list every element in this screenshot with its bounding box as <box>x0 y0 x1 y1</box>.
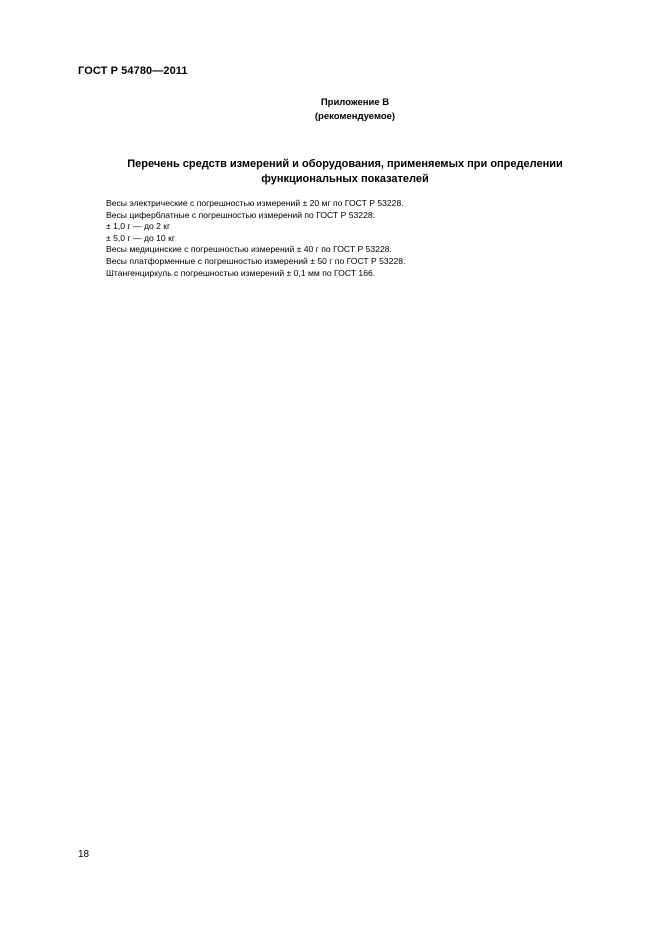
list-item: Весы медицинские с погрешностью измерений ± 40 г по ГОСТ Р 53228. <box>106 244 392 255</box>
list-item: Весы электрические с погрешностью измерений ± 20 мг по ГОСТ Р 53228. <box>106 198 404 208</box>
list-item: Штангенциркуль с погрешностью измерений ± 0,1 мм по ГОСТ 166. <box>106 267 376 278</box>
list-item: Весы платформенные с погрешностью измерений ± 50 г по ГОСТ Р 53228. <box>106 255 406 266</box>
section-title-line-1: Перечень средств измерений и оборудования, применяемых при определении <box>127 158 563 170</box>
section-title-line-2: функциональных показателей <box>261 173 429 185</box>
equipment-list <box>106 198 606 279</box>
page-number: 18 <box>78 849 90 860</box>
appendix-title: Приложение В <box>320 97 390 108</box>
appendix-subtitle: (рекомендуемое) <box>314 111 396 122</box>
document-code: ГОСТ Р 54780—2011 <box>78 65 188 77</box>
appendix-heading <box>280 96 430 124</box>
section-title <box>100 157 590 187</box>
list-item: ± 5,0 г — до 10 кг <box>106 232 175 243</box>
list-item: Весы циферблатные с погрешностью измерений по ГОСТ Р 53228: <box>106 209 376 220</box>
list-item: ± 1,0 г — до 2 кг <box>106 221 171 232</box>
